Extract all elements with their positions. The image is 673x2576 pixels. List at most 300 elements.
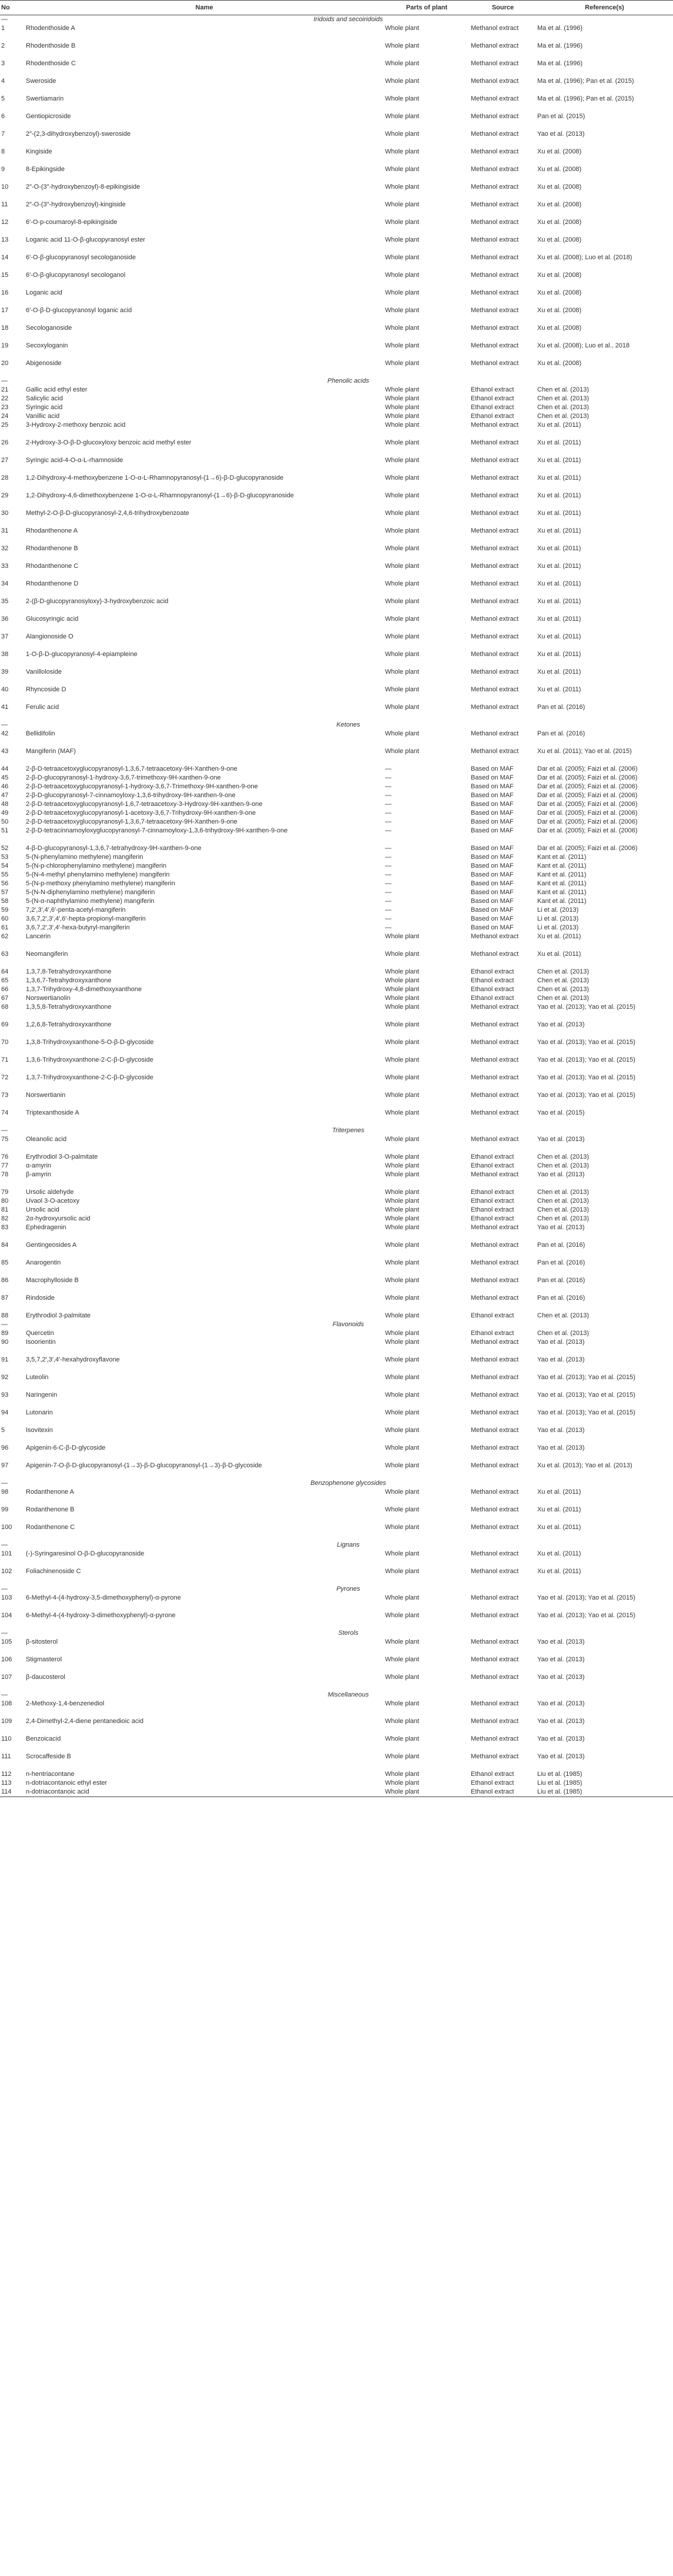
cell-source: Based on MAF [471, 871, 514, 878]
category-row [0, 1320, 673, 1329]
cell-name: 1,3,8-Trihydroxyxanthone-5-O-β-D-glycoside [26, 1039, 154, 1046]
cell-no: 63 [1, 951, 9, 958]
cell-name: Rhodanthenone C [26, 563, 79, 570]
cell-name: n-dotriacontanoic ethyl ester [26, 1779, 108, 1787]
table-row [0, 148, 673, 165]
cell-reference: Yao et al. (2013); Yao et al. (2015) [537, 1612, 635, 1619]
cell-reference: Chen et al. (2013) [537, 1330, 590, 1337]
cell-source: Methanol extract [471, 342, 519, 349]
cell-name: Bellidifolin [26, 730, 55, 737]
column-header-refs: Reference(s) [536, 1, 673, 15]
cell-name: Vanillic acid [26, 413, 60, 420]
cell-source: Methanol extract [471, 60, 519, 67]
category-marker: — [1, 1127, 8, 1134]
cell-parts: Whole plant [385, 977, 420, 984]
cell-parts: Whole plant [385, 1294, 420, 1302]
cell-reference: Xu et al. (2008) [537, 272, 582, 279]
cell-name: 3,5,7,2′,3′,4′-hexahydroxyflavone [26, 1356, 120, 1363]
cell-source: Ethanol extract [471, 386, 514, 393]
cell-source: Ethanol extract [471, 1162, 514, 1169]
cell-reference: Yao et al. (2013) [537, 1656, 585, 1663]
cell-name: Methyl-2-O-β-D-glucopyranosyl-2,4,6-trihydroxybenzoate [26, 510, 189, 517]
cell-no: 92 [1, 1374, 9, 1381]
column-header-source: Source [470, 1, 536, 15]
cell-parts: Whole plant [385, 1753, 420, 1760]
cell-name: Syringic acid [26, 404, 63, 411]
cell-parts: Whole plant [385, 131, 420, 138]
cell-source: Ethanol extract [471, 404, 514, 411]
cell-parts: Whole plant [385, 1109, 420, 1116]
cell-name: Isoorientin [26, 1339, 56, 1346]
cell-parts: Whole plant [385, 1215, 420, 1222]
cell-parts: Whole plant [385, 1735, 420, 1742]
cell-parts: Whole plant [385, 986, 420, 993]
cell-no: 43 [1, 748, 9, 755]
cell-name: 5-(N-p-methoxy phenylamino methylene) mangiferin [26, 880, 175, 887]
cell-reference: Chen et al. (2013) [537, 995, 590, 1002]
cell-parts: Whole plant [385, 1524, 420, 1531]
cell-parts: Whole plant [385, 1206, 420, 1213]
cell-parts: Whole plant [385, 457, 420, 464]
table-row [0, 1506, 673, 1523]
cell-reference: Chen et al. (2013) [537, 413, 590, 420]
cell-name: 5-(N-α-naphthylamino methylene) mangiferin [26, 898, 155, 905]
cell-no: 85 [1, 1259, 9, 1266]
table-row [0, 932, 673, 950]
cell-name: 1,3,7-Trihydroxyxanthone-2-C-β-D-glycoside [26, 1074, 153, 1081]
cell-source: Methanol extract [471, 1136, 519, 1143]
table-row [0, 782, 673, 791]
cell-source: Methanol extract [471, 324, 519, 332]
cell-name: 2-β-D-tetracinnamoyloxyglucopyranosyl-7-cinnamoyloxy-1,3,6-trihydroxy-9H-xanthen-9-one [26, 827, 288, 834]
cell-reference: Chen et al. (2013) [537, 386, 590, 393]
table-row [0, 871, 673, 879]
cell-reference: Yao et al. (2013) [537, 1735, 585, 1742]
cell-parts: Whole plant [385, 510, 420, 517]
table-row [0, 130, 673, 148]
cell-name: 5-(N-phenylamino methylene) mangiferin [26, 854, 143, 861]
cell-source: Methanol extract [471, 1488, 519, 1496]
cell-parts: Whole plant [385, 1039, 420, 1046]
cell-reference: Kant et al. (2011) [537, 889, 587, 896]
cell-reference: Pan et al. (2015) [537, 113, 585, 120]
category-row [0, 1126, 673, 1135]
cell-source: Based on MAF [471, 906, 514, 914]
cell-no: 66 [1, 986, 9, 993]
cell-no: 103 [1, 1594, 12, 1601]
cell-reference: Yao et al. (2013); Yao et al. (2015) [537, 1039, 635, 1046]
cell-no: 64 [1, 968, 9, 975]
cell-name: 2-β-D-glucopyranosyl-1-hydroxy-3,6,7-trimethoxy-9H-xanthen-9-one [26, 774, 221, 781]
cell-source: Methanol extract [471, 42, 519, 49]
cell-no: 15 [1, 272, 9, 279]
cell-reference: Xu et al. (2011) [537, 951, 581, 958]
table-row [0, 306, 673, 324]
cell-reference: Pan et al. (2016) [537, 1277, 585, 1284]
cell-source: Methanol extract [471, 254, 519, 261]
category-row [0, 1585, 673, 1594]
cell-name: Rodanthenone B [26, 1506, 75, 1513]
category-row [0, 15, 673, 25]
cell-parts: Whole plant [385, 686, 420, 693]
cell-source: Methanol extract [471, 78, 519, 85]
table-row [0, 421, 673, 439]
cell-no: 67 [1, 995, 9, 1002]
cell-name: Norswertianin [26, 1092, 66, 1099]
cell-name: 1,3,6-Trihydroxyxanthone-2-C-β-D-glycoside [26, 1056, 153, 1063]
cell-no: 30 [1, 510, 9, 517]
cell-parts: Whole plant [385, 1718, 420, 1725]
cell-parts: Whole plant [385, 25, 420, 32]
cell-parts: Whole plant [385, 1656, 420, 1663]
cell-reference: Dar et al. (2005); Faizi et al. (2006) [537, 845, 638, 852]
cell-reference: Xu et al. (2008) [537, 148, 582, 155]
cell-parts: Whole plant [385, 1356, 420, 1363]
cell-reference: Chen et al. (2013) [537, 968, 590, 975]
cell-name: Triptexanthoside A [26, 1109, 79, 1116]
cell-name: 8-Epikingside [26, 166, 65, 173]
cell-name: Oleanolic acid [26, 1136, 67, 1143]
cell-parts: — [385, 765, 391, 772]
cell-parts: Whole plant [385, 1197, 420, 1205]
cell-source: Methanol extract [471, 95, 519, 102]
category-heading: Iridoids and secoiridoids [313, 16, 383, 23]
cell-name: Secoxyloganin [26, 342, 68, 349]
cell-reference: Xu et al. (2008); Luo et al. (2018) [537, 254, 632, 261]
table-row [0, 809, 673, 818]
cell-source: Methanol extract [471, 492, 519, 499]
cell-source: Methanol extract [471, 1277, 519, 1284]
table-row [0, 1373, 673, 1391]
cell-reference: Xu et al. (2011) [537, 651, 581, 658]
cell-name: Rhodenthoside C [26, 60, 76, 67]
cell-name: Norswertianolin [26, 995, 71, 1002]
cell-reference: Dar et al. (2005); Faizi et al. (2006) [537, 765, 638, 772]
table-row [0, 112, 673, 130]
cell-reference: Liu et al. (1985) [537, 1779, 582, 1787]
cell-no: 76 [1, 1153, 9, 1160]
cell-reference: Xu et al. (2011) [537, 545, 581, 552]
cell-no: 61 [1, 924, 9, 931]
cell-no: 45 [1, 774, 9, 781]
cell-source: Methanol extract [471, 951, 519, 958]
cell-parts: Whole plant [385, 166, 420, 173]
header-row [0, 1, 673, 15]
cell-source: Methanol extract [471, 25, 519, 32]
cell-source: Methanol extract [471, 580, 519, 587]
category-marker: — [1, 16, 8, 23]
category-heading: Pyrones [336, 1585, 360, 1593]
cell-parts: — [385, 898, 391, 905]
cell-no: 31 [1, 527, 9, 534]
cell-source: Methanol extract [471, 360, 519, 367]
cell-reference: Dar et al. (2005); Faizi et al. (2006) [537, 774, 638, 781]
category-marker: — [1, 1480, 8, 1487]
cell-parts: Whole plant [385, 527, 420, 534]
table-row [0, 597, 673, 615]
cell-no: 71 [1, 1056, 9, 1063]
cell-parts: Whole plant [385, 1330, 420, 1337]
cell-name: Rhodenthoside B [26, 42, 76, 49]
table-row [0, 1003, 673, 1021]
cell-source: Methanol extract [471, 457, 519, 464]
cell-reference: Dar et al. (2005); Faizi et al. (2006) [537, 818, 638, 825]
cell-name: 1,3,7,8-Tetrahydroxyxanthone [26, 968, 112, 975]
table-row [0, 509, 673, 527]
cell-name: n-dotriacontanoic acid [25, 1788, 384, 1797]
table-body [0, 15, 673, 1797]
table-row [0, 342, 673, 359]
cell-reference: Xu et al. (2011) [537, 1524, 581, 1531]
cell-no: 19 [1, 342, 9, 349]
table-row [0, 968, 673, 976]
cell-no: 20 [1, 360, 9, 367]
cell-source: Methanol extract [471, 1259, 519, 1266]
cell-name: Foliachinenoside C [26, 1568, 81, 1575]
cell-source: Methanol extract [471, 633, 519, 640]
cell-no: 47 [1, 792, 9, 799]
table-row [0, 765, 673, 774]
cell-parts: Whole plant [385, 951, 420, 958]
table-row [0, 1188, 673, 1197]
cell-parts: Whole plant [385, 1277, 420, 1284]
cell-source: Methanol extract [471, 1224, 519, 1231]
cell-reference: Xu et al. (2011) [537, 1568, 581, 1575]
cell-source: Methanol extract [471, 1039, 519, 1046]
cell-no: 11 [1, 201, 8, 208]
cell-parts: Whole plant [385, 580, 420, 587]
cell-source: Ethanol extract [471, 413, 514, 420]
cell-parts: — [385, 889, 391, 896]
cell-no: 101 [1, 1550, 12, 1557]
cell-no: 13 [1, 236, 9, 243]
cell-reference: Xu et al. (2011) [537, 563, 581, 570]
cell-name: Swertiamarin [26, 95, 64, 102]
table-row [0, 853, 673, 862]
cell-reference: Xu et al. (2008) [537, 219, 582, 226]
cell-source: Methanol extract [471, 748, 519, 755]
cell-name: Anarogentin [26, 1259, 61, 1266]
cell-reference: Ma et al. (1996) [537, 42, 583, 49]
cell-parts: Whole plant [385, 1171, 420, 1178]
category-row [0, 377, 673, 386]
cell-reference: Xu et al. (2011) [537, 633, 581, 640]
cell-reference: Chen et al. (2013) [537, 1312, 590, 1319]
cell-name: Ursolic acid [26, 1206, 59, 1213]
cell-parts: Whole plant [385, 1189, 420, 1196]
cell-no: 112 [1, 1771, 12, 1778]
cell-reference: Xu et al. (2011) [537, 474, 581, 481]
cell-parts: Whole plant [385, 1771, 420, 1778]
table-row [0, 1638, 673, 1655]
table-row [0, 439, 673, 456]
table-row [0, 386, 673, 394]
cell-parts: Whole plant [385, 933, 420, 940]
cell-reference: Yao et al. (2015) [537, 1109, 585, 1116]
cell-parts: Whole plant [385, 1056, 420, 1063]
cell-no: 21 [1, 386, 9, 393]
table-row [0, 1735, 673, 1752]
cell-no: 25 [1, 421, 9, 429]
cell-reference: Kant et al. (2011) [537, 862, 587, 869]
table-row [0, 95, 673, 112]
cell-parts: Whole plant [385, 1594, 420, 1601]
cell-reference: Xu et al. (2008) [537, 166, 582, 173]
cell-name: Abigenoside [26, 360, 62, 367]
cell-parts: Whole plant [385, 1339, 420, 1346]
cell-no: 36 [1, 615, 9, 623]
cell-parts: Whole plant [385, 1224, 420, 1231]
cell-name: Vanilloloside [26, 668, 62, 675]
cell-reference: Yao et al. (2013); Yao et al. (2015) [537, 1594, 635, 1601]
cell-parts: — [385, 818, 391, 825]
cell-parts: — [385, 774, 391, 781]
cell-name: Alangionoside O [26, 633, 73, 640]
cell-parts: Whole plant [385, 254, 420, 261]
cell-parts: Whole plant [385, 1409, 420, 1416]
cell-source: Ethanol extract [471, 1206, 514, 1213]
cell-name: Neomangiferin [26, 951, 68, 958]
cell-parts: Whole plant [385, 1162, 420, 1169]
cell-source: Based on MAF [471, 880, 514, 887]
cell-parts: Whole plant [385, 1136, 420, 1143]
cell-no: 90 [1, 1339, 9, 1346]
table-row [0, 474, 673, 491]
table-row [0, 950, 673, 968]
cell-source: Based on MAF [471, 924, 514, 931]
cell-name: Scrocaffeside B [26, 1753, 71, 1760]
cell-reference: Xu et al. (2008) [537, 324, 582, 332]
cell-parts: Whole plant [385, 1391, 420, 1399]
cell-reference: Yao et al. (2013) [537, 1700, 585, 1707]
cell-source: Methanol extract [471, 1612, 519, 1619]
cell-reference: Pan et al. (2016) [537, 1259, 585, 1266]
cell-parts: Whole plant [385, 342, 420, 349]
cell-source: Based on MAF [471, 801, 514, 808]
cell-no: 105 [1, 1638, 12, 1645]
cell-no: 80 [1, 1197, 9, 1205]
table-row [0, 685, 673, 703]
cell-source: Methanol extract [471, 598, 519, 605]
cell-source: Methanol extract [471, 686, 519, 693]
table-row [0, 827, 673, 844]
cell-parts: Whole plant [385, 183, 420, 190]
cell-name: Syringic acid-4-O-α-L-rhamnoside [26, 457, 123, 464]
cell-parts: Whole plant [385, 1444, 420, 1451]
cell-name: n-hentriacontane [26, 1771, 75, 1778]
cell-parts: Whole plant [385, 395, 420, 402]
cell-name: Rodanthenone A [26, 1488, 74, 1496]
table-row [0, 412, 673, 421]
cell-reference: Chen et al. (2013) [537, 1197, 590, 1205]
cell-reference: Xu et al. (2011) [537, 580, 581, 587]
cell-reference: Yao et al. (2013) [537, 1718, 585, 1725]
category-marker: — [1, 721, 8, 728]
cell-parts: Whole plant [385, 1488, 420, 1496]
cell-no: 87 [1, 1294, 9, 1302]
cell-reference: Xu et al. (2013); Yao et al. (2013) [537, 1462, 632, 1469]
cell-no: 8 [1, 148, 5, 155]
cell-source: Methanol extract [471, 1568, 519, 1575]
cell-no: 34 [1, 580, 9, 587]
cell-no: 93 [1, 1391, 9, 1399]
cell-parts: Whole plant [385, 563, 420, 570]
cell-no: 32 [1, 545, 9, 552]
cell-parts: Whole plant [385, 148, 420, 155]
cell-no: 97 [1, 1462, 9, 1469]
cell-name: 5-(N-p-chlorophenylamino methylene) mangiferin [26, 862, 167, 869]
cell-name: 2″-O-(3″-hydroxybenzoyl)-8-epikingiside [26, 183, 140, 190]
cell-reference: Pan et al. (2016) [537, 1242, 585, 1249]
cell-parts: Whole plant [385, 492, 420, 499]
table-row [0, 1752, 673, 1770]
cell-source: Methanol extract [471, 131, 519, 138]
cell-no: 72 [1, 1074, 9, 1081]
cell-source: Methanol extract [471, 1524, 519, 1531]
cell-reference: Xu et al. (2011) [537, 1488, 581, 1496]
cell-parts: Whole plant [385, 1638, 420, 1645]
cell-no: 68 [1, 1003, 9, 1011]
cell-parts: Whole plant [385, 1021, 420, 1028]
cell-no: 73 [1, 1092, 9, 1099]
table-row [0, 1038, 673, 1056]
cell-reference: Xu et al. (2011) [537, 421, 581, 429]
table-row [0, 800, 673, 809]
cell-no: 5 [1, 1427, 5, 1434]
cell-no: 24 [1, 413, 9, 420]
cell-no: 53 [1, 854, 9, 861]
cell-reference: Yao et al. (2013) [537, 131, 585, 138]
cell-name: Rodanthenone C [26, 1524, 75, 1531]
cell-no: 82 [1, 1215, 9, 1222]
cell-name: Erythrodiol 3-O-palmitate [26, 1153, 98, 1160]
cell-source: Ethanol extract [471, 1189, 514, 1196]
cell-no: 56 [1, 880, 9, 887]
cell-reference: Yao et al. (2013) [537, 1444, 585, 1451]
cell-parts: Whole plant [385, 1092, 420, 1099]
cell-name: Gentiopicroside [26, 113, 71, 120]
cell-source: Methanol extract [471, 1242, 519, 1249]
table-row [0, 165, 673, 183]
cell-source: Methanol extract [471, 272, 519, 279]
cell-name: Ferulic acid [26, 704, 59, 711]
cell-source: Methanol extract [471, 307, 519, 314]
cell-no: 113 [1, 1779, 12, 1787]
cell-parts: Whole plant [385, 1568, 420, 1575]
cell-no: 7 [1, 131, 5, 138]
cell-name: Rhodanthenone B [26, 545, 78, 552]
cell-parts: Whole plant [385, 1506, 420, 1513]
table-row [0, 271, 673, 289]
table-row [0, 1788, 673, 1797]
cell-name: 1-O-β-D-glucopyranosyl-4-epiampleine [26, 651, 138, 658]
cell-no: 38 [1, 651, 9, 658]
category-marker: — [1, 377, 8, 384]
table-header [0, 1, 673, 15]
table-row [0, 324, 673, 342]
cell-name: Naringenin [26, 1391, 58, 1399]
table-row [0, 403, 673, 412]
cell-parts: Whole plant [385, 42, 420, 49]
cell-reference: Chen et al. (2013) [537, 395, 590, 402]
cell-parts: Whole plant [385, 360, 420, 367]
category-marker: — [1, 1585, 8, 1593]
cell-reference: Xu et al. (2011) [537, 668, 581, 675]
cell-source: Methanol extract [471, 219, 519, 226]
cell-reference: Xu et al. (2011) [537, 686, 581, 693]
cell-source: Methanol extract [471, 1444, 519, 1451]
cell-name: 1,3,7-Trihydroxy-4,8-dimethoxyxanthone [26, 986, 142, 993]
